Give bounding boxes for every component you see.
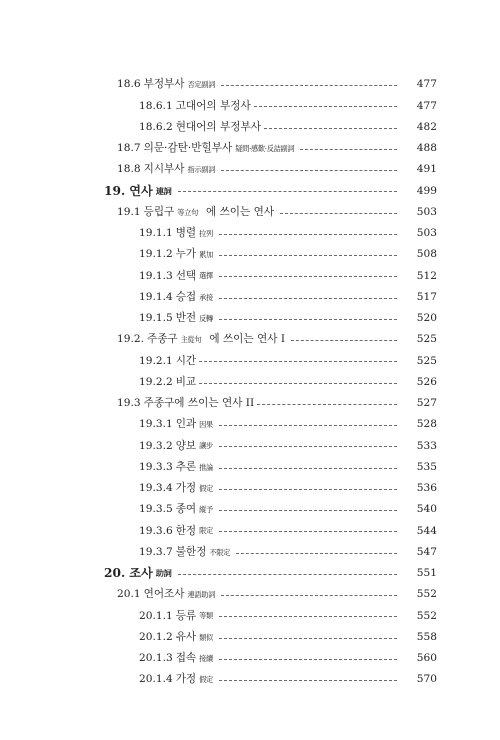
toc-page-number: 540 xyxy=(416,503,437,516)
toc-number: 20.1.3 xyxy=(139,652,173,665)
toc-title: 연사 xyxy=(129,183,153,198)
toc-subsection-row xyxy=(0,457,500,478)
toc-page-number: 508 xyxy=(416,248,437,261)
toc-subsection-row xyxy=(0,542,500,563)
toc-section-row xyxy=(0,329,500,350)
toc-subsection-row xyxy=(0,478,500,499)
dotted-leader xyxy=(199,383,397,384)
toc-hanja: 接續 xyxy=(199,653,213,663)
toc-hanja: 限定 xyxy=(199,526,213,536)
dotted-leader xyxy=(280,213,397,214)
toc-subsection-row xyxy=(0,605,500,626)
toc-number: 20. xyxy=(104,566,126,581)
toc-title: 현대어의 부정부사 xyxy=(175,120,261,133)
toc-number: 18.6.2 xyxy=(139,120,173,133)
toc-number: 19.2.2 xyxy=(139,375,173,388)
toc-page-number: 512 xyxy=(416,269,437,282)
toc-page-number: 551 xyxy=(416,567,437,580)
dotted-leader xyxy=(236,553,397,554)
toc-number: 20.1.1 xyxy=(139,609,173,622)
toc-page-number: 558 xyxy=(416,630,437,643)
dotted-leader xyxy=(221,85,397,86)
dotted-leader xyxy=(291,340,397,341)
toc-hanja: 主從句 xyxy=(180,335,202,345)
toc-title: 연어조사 xyxy=(143,588,185,601)
toc-section-row xyxy=(0,74,500,95)
toc-title: 가정 xyxy=(175,673,197,686)
toc-title: 불한정 xyxy=(175,545,207,558)
toc-page-number: 503 xyxy=(416,205,437,218)
toc-number: 19.1.3 xyxy=(139,269,173,282)
toc-title: 승접 xyxy=(175,290,197,303)
toc-number: 18.8 xyxy=(117,163,141,176)
toc-subsection-row xyxy=(0,350,500,371)
dotted-leader xyxy=(219,319,397,320)
dotted-leader xyxy=(199,361,397,362)
toc-subsection-row xyxy=(0,287,500,308)
dotted-leader xyxy=(219,298,397,299)
toc-hanja: 等類 xyxy=(199,611,213,621)
toc-hanja: 累加 xyxy=(199,250,213,260)
toc-page-number: 477 xyxy=(416,99,437,112)
toc-page-number: 547 xyxy=(416,545,437,558)
toc-title: 부정부사 xyxy=(143,78,185,91)
dotted-leader xyxy=(219,425,397,426)
toc-number: 19.1.5 xyxy=(139,312,173,325)
dotted-leader xyxy=(219,659,397,660)
toc-page-number: 527 xyxy=(416,397,437,410)
dotted-leader xyxy=(219,616,397,617)
toc-subsection-row xyxy=(0,435,500,456)
dotted-leader xyxy=(254,106,397,107)
toc-hanja: 推論 xyxy=(199,462,213,472)
toc-page-number: 525 xyxy=(416,354,437,367)
toc-page-number: 536 xyxy=(416,482,437,495)
toc-subsection-row xyxy=(0,265,500,286)
toc-number: 19.1 xyxy=(117,205,141,218)
dotted-leader xyxy=(219,680,397,681)
toc-subsection-row xyxy=(0,414,500,435)
toc-number: 20.1.2 xyxy=(139,630,173,643)
toc-subsection-row xyxy=(0,308,500,329)
toc-chapter-row xyxy=(0,180,500,201)
toc-hanja: 不限定 xyxy=(209,547,231,557)
toc-section-row xyxy=(0,202,500,223)
toc-title: 등립구 xyxy=(143,205,175,218)
toc-number: 18.6.1 xyxy=(139,99,173,112)
dotted-leader xyxy=(300,149,397,150)
toc-subsection-row xyxy=(0,520,500,541)
toc-number: 19.3 xyxy=(117,397,141,410)
toc-title: 종여 xyxy=(175,503,197,516)
toc-number: 19.3.4 xyxy=(139,482,173,495)
toc-subsection-row xyxy=(0,648,500,669)
toc-number: 19.3.6 xyxy=(139,524,173,537)
toc-subsection-row xyxy=(0,669,500,690)
toc-title: 등류 xyxy=(175,609,197,622)
toc-page-number: 560 xyxy=(416,652,437,665)
toc-hanja: 反轉 xyxy=(199,313,213,323)
dotted-leader xyxy=(219,255,397,256)
toc-page-number: 520 xyxy=(416,312,437,325)
toc-title: 지시부사 xyxy=(143,163,185,176)
toc-page-number: 499 xyxy=(416,184,437,197)
toc-page-number: 503 xyxy=(416,227,437,240)
toc-title: 한정 xyxy=(175,524,197,537)
toc-subsection-row xyxy=(0,117,500,138)
dotted-leader xyxy=(221,595,397,596)
toc-number: 19.1.2 xyxy=(139,248,173,261)
toc-hanja: 選擇 xyxy=(199,271,213,281)
toc-hanja: 因果 xyxy=(199,420,213,430)
toc-number: 19. xyxy=(104,183,126,198)
dotted-leader xyxy=(219,531,397,532)
toc-page-number: 544 xyxy=(416,524,437,537)
toc-title: 병렬 xyxy=(175,227,197,240)
dotted-leader xyxy=(178,191,397,192)
toc-rest: 에 쓰이는 연사 I xyxy=(209,333,286,346)
toc-hanja: 連語助詞 xyxy=(187,590,216,600)
toc-number: 19.3.3 xyxy=(139,460,173,473)
toc-number: 18.7 xyxy=(117,142,141,155)
toc-title: 가정 xyxy=(175,482,197,495)
toc-page-number: 552 xyxy=(416,588,437,601)
dotted-leader xyxy=(219,510,397,511)
dotted-leader xyxy=(219,446,397,447)
toc-hanja: 等立句 xyxy=(177,207,198,217)
toc-subsection-row xyxy=(0,244,500,265)
toc-subsection-row xyxy=(0,372,500,393)
toc-number: 19.1.1 xyxy=(139,227,173,240)
toc-title: 선택 xyxy=(175,269,197,282)
toc-page-number: 482 xyxy=(416,120,437,133)
toc-page-number: 517 xyxy=(416,290,437,303)
toc-title: 주종구 xyxy=(146,333,178,346)
toc-section-row xyxy=(0,159,500,180)
toc-page-number: 526 xyxy=(416,375,437,388)
toc-section-row xyxy=(0,393,500,414)
toc-number: 19.3.5 xyxy=(139,503,173,516)
toc-page-number: 528 xyxy=(416,418,437,431)
toc-title: 누가 xyxy=(175,248,197,261)
dotted-leader xyxy=(219,468,397,469)
toc-hanja: 指示副詞 xyxy=(187,165,216,175)
toc-title: 양보 xyxy=(175,439,197,452)
dotted-leader xyxy=(219,234,397,235)
toc-page-number: 570 xyxy=(416,673,437,686)
toc-title: 인과 xyxy=(175,418,197,431)
table-of-contents xyxy=(0,74,500,690)
toc-title: 조사 xyxy=(129,566,153,581)
dotted-leader xyxy=(221,170,397,171)
toc-title: 비교 xyxy=(175,375,197,388)
toc-page-number: 533 xyxy=(416,439,437,452)
toc-section-row xyxy=(0,138,500,159)
toc-hanja: 類似 xyxy=(199,632,213,642)
toc-subsection-row xyxy=(0,95,500,116)
toc-title: 반전 xyxy=(175,312,197,325)
toc-number: 19.3.1 xyxy=(139,418,173,431)
toc-page-number: 525 xyxy=(416,333,437,346)
toc-hanja: 連詞 xyxy=(155,185,172,196)
toc-section-row xyxy=(0,584,500,605)
dotted-leader xyxy=(264,128,397,129)
toc-hanja: 否定副詞 xyxy=(187,80,216,90)
toc-hanja: 縱予 xyxy=(199,505,213,515)
toc-page-number: 535 xyxy=(416,460,437,473)
toc-title: 의문·감탄·반힐부사 xyxy=(143,142,233,155)
dotted-leader xyxy=(178,574,397,575)
toc-number: 20.1 xyxy=(117,588,141,601)
toc-rest: 에 쓰이는 연사 xyxy=(205,205,275,218)
toc-hanja: 承接 xyxy=(199,292,213,302)
toc-chapter-row xyxy=(0,563,500,584)
toc-hanja: 疑問·感歎·反詰副詞 xyxy=(235,143,295,153)
toc-number: 19.2. xyxy=(117,333,144,346)
toc-title: 시간 xyxy=(175,354,197,367)
toc-page-number: 491 xyxy=(416,163,437,176)
dotted-leader xyxy=(219,489,397,490)
toc-page-number: 552 xyxy=(416,609,437,622)
toc-page-number: 488 xyxy=(416,142,437,155)
dotted-leader xyxy=(219,276,397,277)
toc-hanja: 助詞 xyxy=(155,568,172,579)
toc-number: 19.1.4 xyxy=(139,290,173,303)
toc-hanja: 讓步 xyxy=(199,441,213,451)
toc-title: 유사 xyxy=(175,630,197,643)
toc-title: 고대어의 부정사 xyxy=(175,99,251,112)
toc-subsection-row xyxy=(0,223,500,244)
toc-subsection-row xyxy=(0,627,500,648)
toc-number: 19.3.2 xyxy=(139,439,173,452)
toc-hanja: 假定 xyxy=(199,483,213,493)
toc-hanja: 假定 xyxy=(199,675,213,685)
toc-page-number: 477 xyxy=(416,78,437,91)
dotted-leader xyxy=(257,404,397,405)
dotted-leader xyxy=(219,638,397,639)
toc-number: 18.6 xyxy=(117,78,141,91)
toc-title: 추론 xyxy=(175,460,197,473)
toc-number: 20.1.4 xyxy=(139,673,173,686)
toc-title: 주종구에 쓰이는 연사 II xyxy=(143,397,255,410)
toc-number: 19.3.7 xyxy=(139,545,173,558)
toc-number: 19.2.1 xyxy=(139,354,173,367)
toc-subsection-row xyxy=(0,499,500,520)
toc-hanja: 拉列 xyxy=(199,228,213,238)
toc-title: 접속 xyxy=(175,652,197,665)
